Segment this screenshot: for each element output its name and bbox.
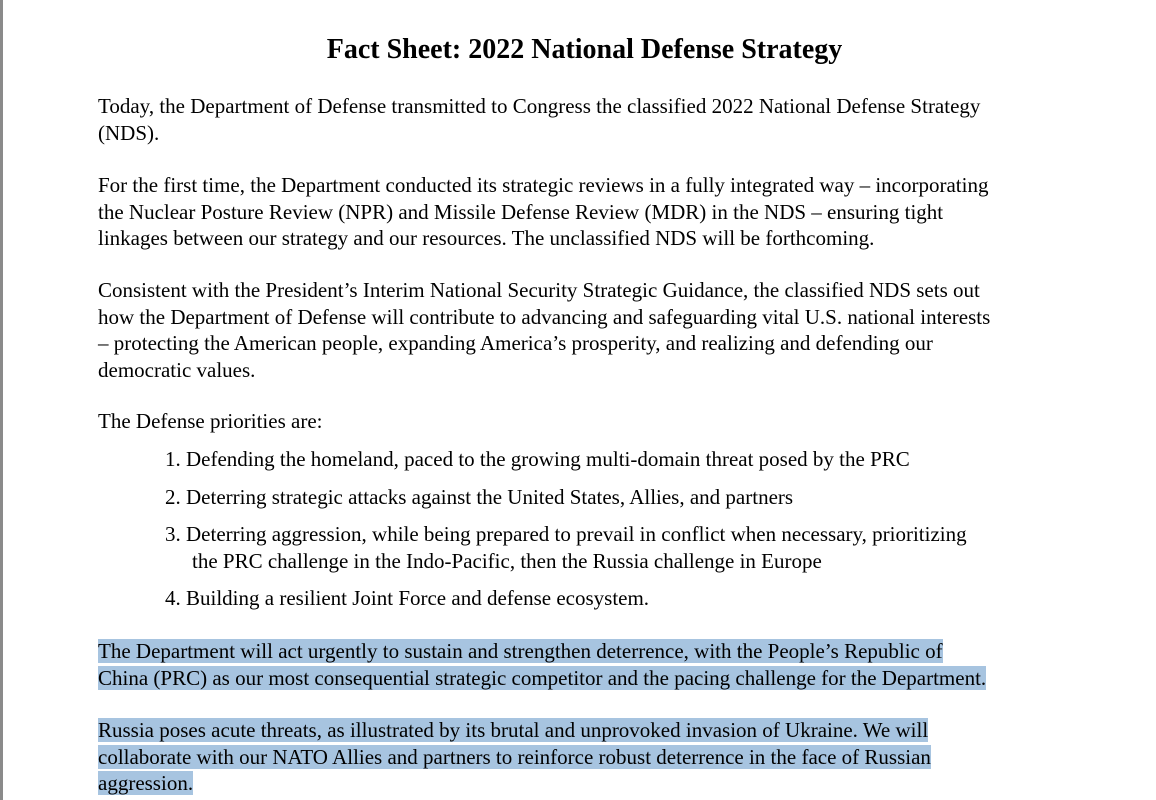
selected-text-line[interactable]: The Department will act urgently to sustain and strengthen deterrence, with the People’s Republic of: [98, 639, 943, 663]
paragraph-priorities-intro[interactable]: [98, 408, 1088, 435]
list-item[interactable]: [165, 521, 967, 574]
list-item-line: 1. Defending the homeland, paced to the growing multi-domain threat posed by the PRC: [165, 447, 910, 471]
list-item[interactable]: [165, 484, 967, 511]
paragraph-line: The Defense priorities are:: [98, 409, 323, 433]
paragraph-line: Today, the Department of Defense transmitted to Congress the classified 2022 National Defense Strategy: [98, 94, 981, 118]
paragraph-line: Consistent with the President’s Interim National Security Strategic Guidance, the classified NDS sets out: [98, 278, 980, 302]
paragraph-intro[interactable]: [98, 93, 1088, 146]
paragraph-line: – protecting the American people, expanding America’s prosperity, and realizing and defending our: [98, 331, 933, 355]
paragraph-line: For the first time, the Department conducted its strategic reviews in a fully integrated way – incorporating: [98, 173, 989, 197]
selected-text-line[interactable]: collaborate with our NATO Allies and partners to reinforce robust deterrence in the face of Russian: [98, 744, 931, 769]
list-item-line: the PRC challenge in the Indo-Pacific, then the Russia challenge in Europe: [192, 548, 822, 573]
list-item[interactable]: [165, 446, 967, 473]
document-page[interactable]: [3, 0, 1156, 800]
document-title: Fact Sheet: 2022 National Defense Strategy: [326, 34, 843, 65]
paragraph-line: how the Department of Defense will contribute to advancing and safeguarding vital U.S. national interests: [98, 304, 991, 329]
list-item-line: 4. Building a resilient Joint Force and defense ecosystem.: [165, 586, 650, 610]
paragraph-russia-threat-selected[interactable]: [98, 717, 1088, 797]
paragraph-line: the Nuclear Posture Review (NPR) and Missile Defense Review (MDR) in the NDS – ensuring tight: [98, 199, 944, 224]
paragraph-line: democratic values.: [98, 357, 256, 382]
list-item-line: 2. Deterring strategic attacks against the United States, Allies, and partners: [165, 484, 794, 509]
paragraph-integrated-reviews[interactable]: [98, 172, 1088, 252]
selected-text-line[interactable]: China (PRC) as our most consequential strategic competitor and the pacing challenge for the Department.: [98, 665, 987, 690]
paragraph-deterrence-prc-selected[interactable]: [98, 638, 1088, 691]
selected-text-line[interactable]: Russia poses acute threats, as illustrated by its brutal and unprovoked invasion of Ukraine. We will: [98, 718, 929, 742]
list-item[interactable]: [165, 585, 967, 612]
paragraph-interim-guidance[interactable]: [98, 277, 1088, 383]
selected-text-line[interactable]: aggression.: [98, 771, 194, 795]
priorities-list: [165, 446, 967, 612]
list-item-line: 3. Deterring aggression, while being prepared to prevail in conflict when necessary, prioritizing: [165, 522, 967, 546]
paragraph-line: linkages between our strategy and our resources. The unclassified NDS will be forthcoming.: [98, 226, 875, 250]
paragraph-line: (NDS).: [98, 120, 160, 145]
